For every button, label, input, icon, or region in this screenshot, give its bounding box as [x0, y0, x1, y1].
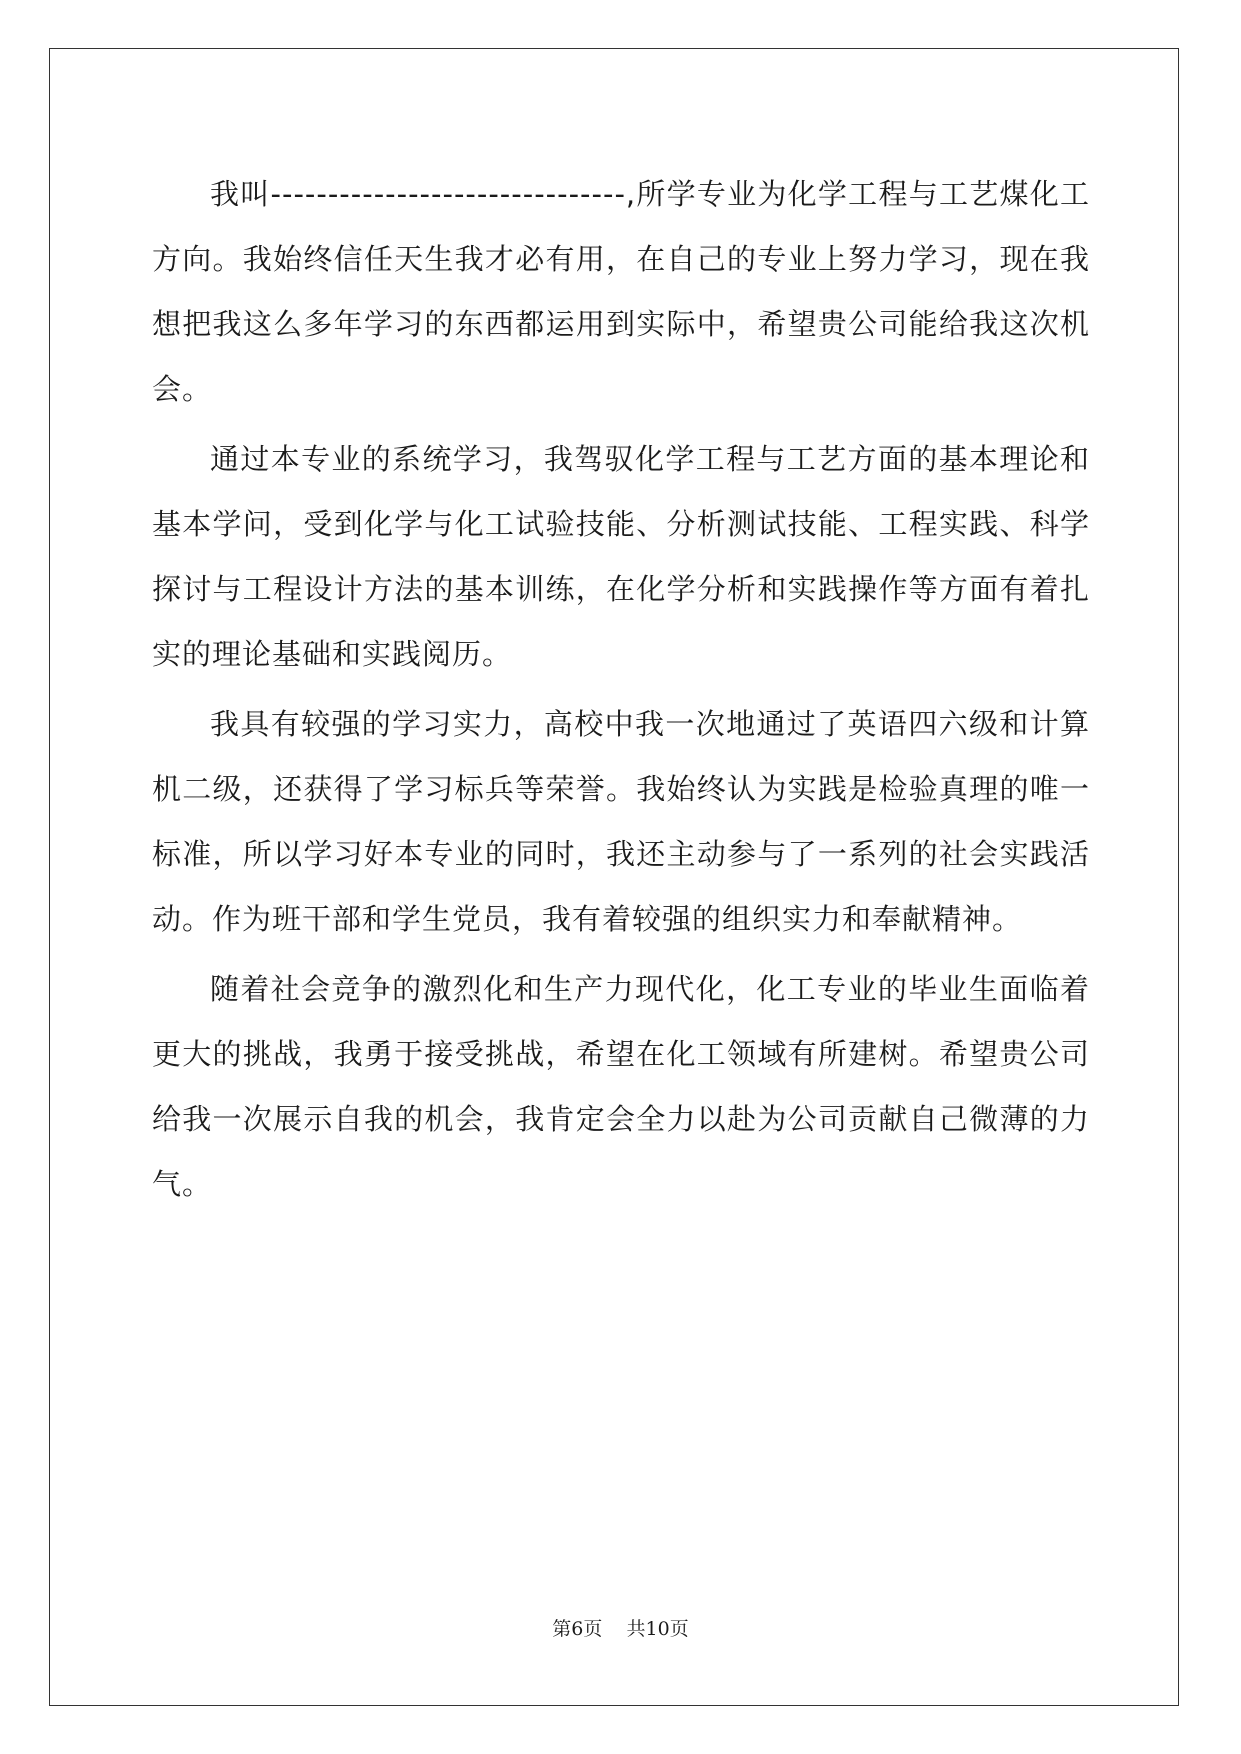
page-footer — [0, 1614, 1241, 1641]
paragraph-intro: 我叫-------------------------------,所学专业为化学工程与工艺煤化工方向。我始终信任天生我才必有用，在自己的专业上努力学习，现在我想把我这么多年学习的东西都运用到实际中，希望贵公司能给我这次机会。 — [152, 177, 1090, 406]
paragraph-education: 通过本专业的系统学习，我驾驭化学工程与工艺方面的基本理论和基本学问，受到化学与化工试验技能、分析测试技能、工程实践、科学探讨与工程设计方法的基本训练，在化学分析和实践操作等方面有着扎实的理论基础和实践阅历。 — [152, 442, 1090, 671]
page-total: 共10页 — [626, 1618, 689, 1640]
paragraph-abilities: 我具有较强的学习实力，高校中我一次地通过了英语四六级和计算机二级，还获得了学习标兵等荣誉。我始终认为实践是检验真理的唯一标准，所以学习好本专业的同时，我还主动参与了一系列的社会实践活动。作为班干部和学生党员，我有着较强的组织实力和奉献精神。 — [152, 707, 1090, 936]
document-body — [152, 162, 1090, 1217]
paragraph-closing: 随着社会竞争的激烈化和生产力现代化，化工专业的毕业生面临着更大的挑战，我勇于接受挑战，希望在化工领域有所建树。希望贵公司给我一次展示自我的机会，我肯定会全力以赴为公司贡献自己微薄的力气。 — [152, 972, 1090, 1201]
page-number: 第6页 — [552, 1618, 603, 1640]
